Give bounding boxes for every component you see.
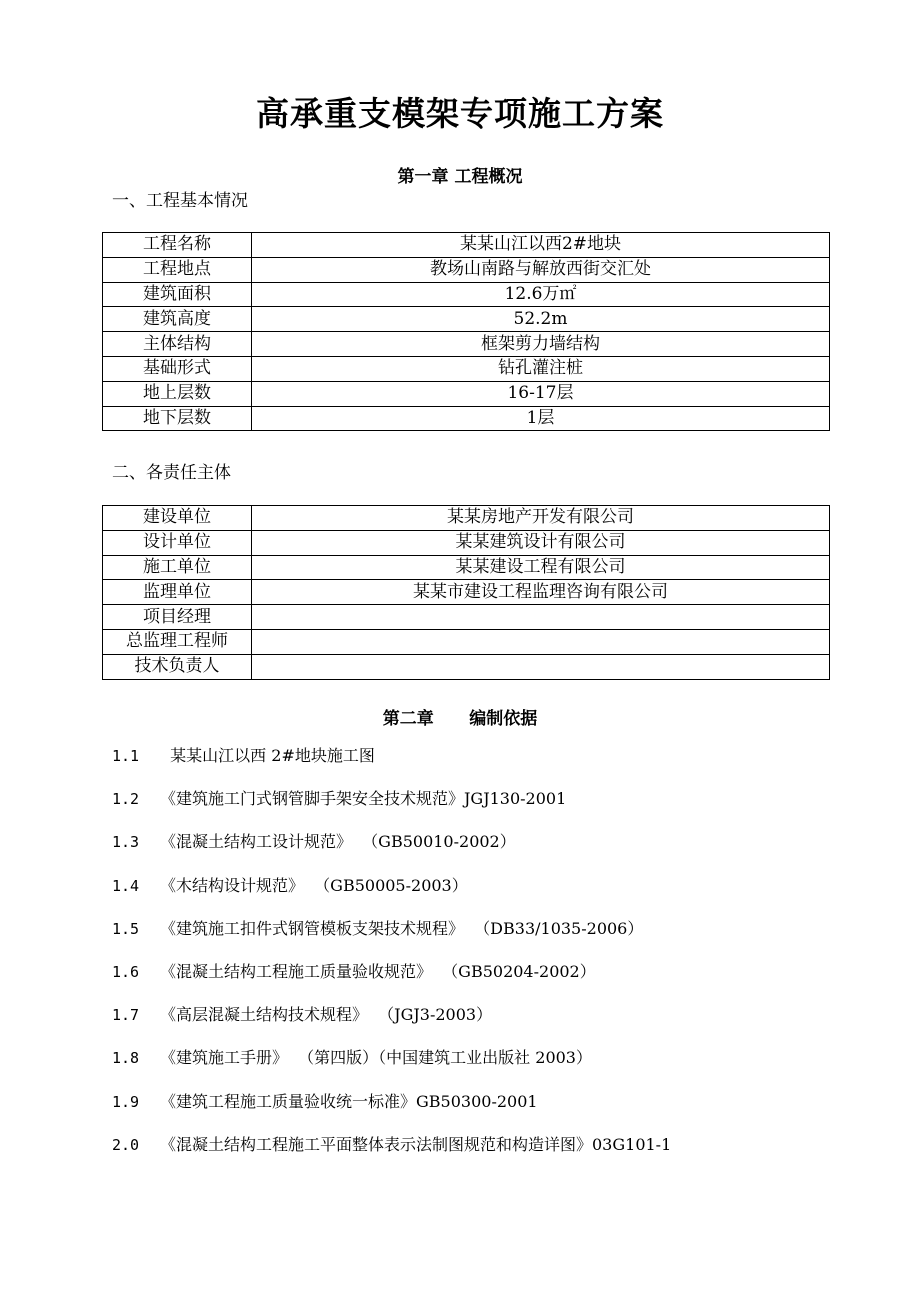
table-cell-value: 1层 [252,406,830,431]
list-item [112,1046,671,1089]
reference-number: 1.1 [112,747,140,765]
chapter-1-heading: 第一章 工程概况 [397,167,523,187]
reference-text: 《混凝土结构工设计规范》 （GB50010-2002） [160,832,516,852]
table-cell-value: 某某建筑设计有限公司 [252,530,830,555]
reference-text: 《混凝土结构工程施工平面整体表示法制图规范和构造详图》03G101-1 [160,1134,672,1154]
table-cell-label: 工程地点 [103,257,252,282]
table-cell-value: 某某房地产开发有限公司 [252,506,830,531]
table-cell-value: 钻孔灌注桩 [252,356,830,381]
reference-text: 《木结构设计规范》 （GB50005-2003） [160,875,468,895]
reference-text: 《建筑施工扣件式钢管模板支架技术规程》 （DB33/1035-2006） [160,918,644,938]
table-row [103,233,830,258]
document-title: 高承重支模架专项施工方案 [256,94,664,133]
reference-text: 某某山江以西 2#地块施工图 [160,746,375,765]
table-row [103,580,830,605]
reference-number: 1.6 [112,962,140,981]
table-cell-value: 12.6万㎡ [252,282,830,307]
list-item [112,917,671,960]
table-cell-value: 教场山南路与解放西街交汇处 [252,257,830,282]
table-cell-value [252,654,830,679]
table-row [103,506,830,531]
table-cell-label: 施工单位 [103,555,252,580]
reference-number: 2.0 [112,1135,140,1154]
section-basic-info-heading: 一、工程基本情况 [112,191,248,211]
table-cell-value: 框架剪力墙结构 [252,332,830,357]
table-row [103,530,830,555]
table-row [103,381,830,406]
list-item [112,1003,671,1046]
reference-number: 1.8 [112,1049,140,1068]
reference-number: 1.7 [112,1006,140,1025]
table-cell-label: 工程名称 [103,233,252,258]
table-row [103,332,830,357]
table-row [103,605,830,630]
table-row [103,307,830,332]
table-row [103,356,830,381]
list-item [112,874,671,917]
table-cell-value: 52.2m [252,307,830,332]
reference-number: 1.5 [112,919,140,938]
table-cell-value: 某某建设工程有限公司 [252,555,830,580]
table-cell-label: 地上层数 [103,381,252,406]
reference-text: 《混凝土结构工程施工质量验收规范》 （GB50204-2002） [160,961,596,981]
chapter-2-heading [0,704,920,729]
table-cell-label: 项目经理 [103,605,252,630]
table-cell-label: 地下层数 [103,406,252,431]
table-row [103,654,830,679]
reference-number: 1.3 [112,833,140,852]
table-cell-label: 建设单位 [103,506,252,531]
table-cell-label: 技术负责人 [103,654,252,679]
basic-info-table [102,232,830,431]
table-cell-label: 建筑面积 [103,282,252,307]
list-item [112,1133,671,1176]
list-item [112,744,671,787]
table-row [103,555,830,580]
list-item [112,787,671,830]
reference-text: 《高层混凝土结构技术规程》 （JGJ3-2003） [160,1005,493,1025]
table-cell-label: 监理单位 [103,580,252,605]
table-cell-label: 基础形式 [103,356,252,381]
chapter-2-heading-text: 第二章 编制依据 [382,709,538,729]
table-row [103,282,830,307]
reference-text: 《建筑施工门式钢管脚手架安全技术规范》JGJ130-2001 [160,789,567,809]
reference-number: 1.4 [112,876,140,895]
list-item [112,1090,671,1133]
table-cell-label: 建筑高度 [103,307,252,332]
table-cell-label: 主体结构 [103,332,252,357]
reference-text: 《建筑施工手册》 （第四版）（中国建筑工业出版社 2003） [160,1048,592,1068]
table-row [103,406,830,431]
table-cell-label: 总监理工程师 [103,629,252,654]
parties-table [102,505,830,680]
table-cell-value: 某某山江以西2#地块 [252,233,830,258]
reference-number: 1.2 [112,790,140,809]
list-item [112,960,671,1003]
section-parties-heading: 二、各责任主体 [112,463,231,483]
reference-text: 《建筑工程施工质量验收统一标准》GB50300-2001 [160,1091,538,1111]
table-cell-label: 设计单位 [103,530,252,555]
list-item [112,830,671,873]
table-cell-value: 16-17层 [252,381,830,406]
table-cell-value: 某某市建设工程监理咨询有限公司 [252,580,830,605]
reference-list [112,744,671,1176]
reference-number: 1.9 [112,1092,140,1111]
table-cell-value [252,605,830,630]
table-cell-value [252,629,830,654]
table-row [103,257,830,282]
table-row [103,629,830,654]
